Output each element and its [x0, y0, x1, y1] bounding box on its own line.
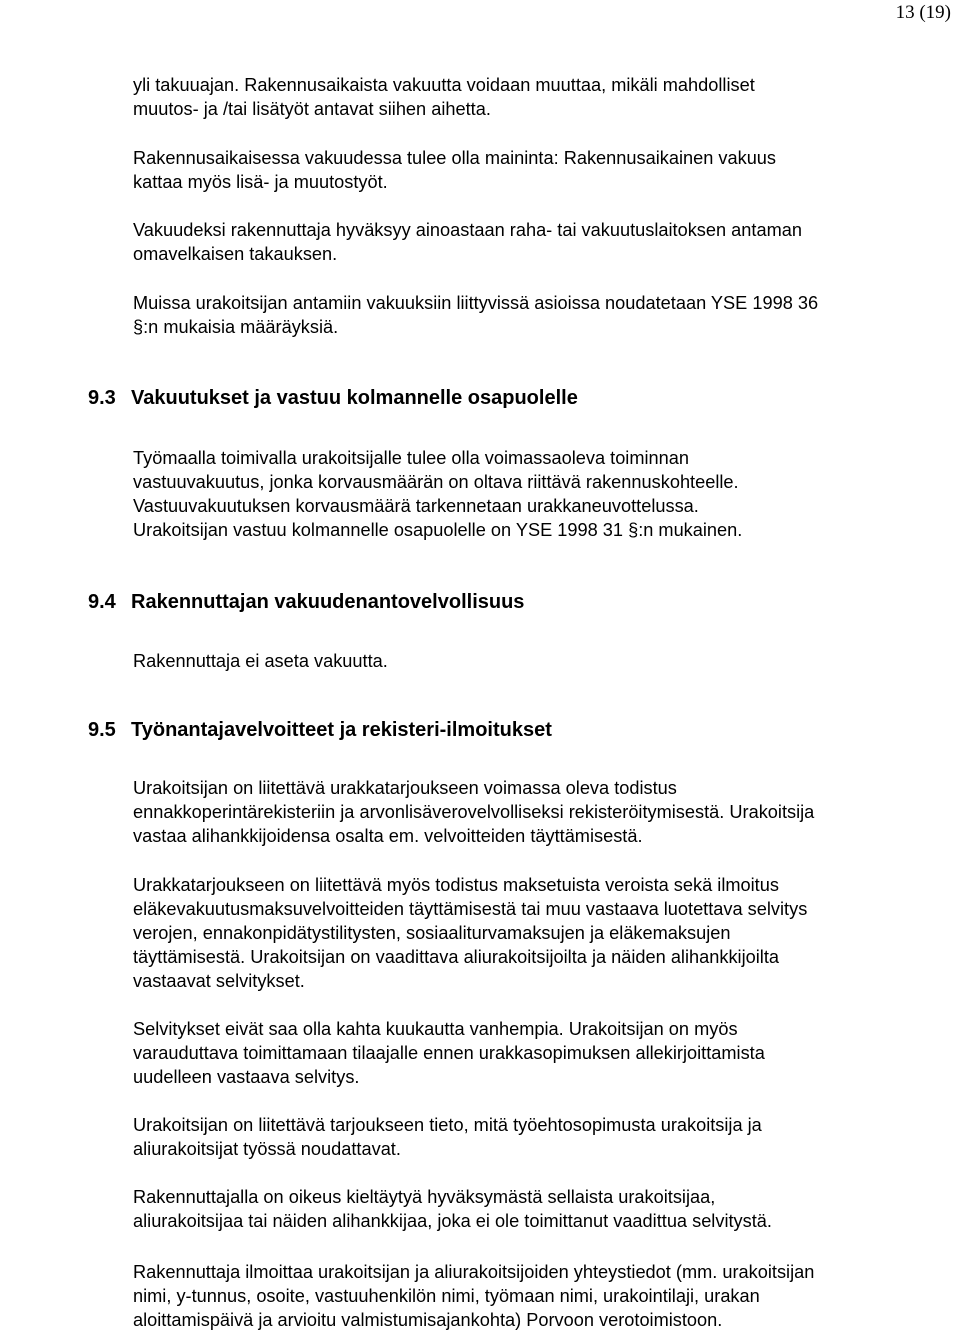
section-9-5-paragraph-5: Rakennuttajalla on oikeus kieltäytyä hyväksymästä sellaista urakoitsijaa, aliurakoitsijaa tai näiden alihankkijaa, joka ei ole toimittanut vaadittua selvitystä.	[133, 1187, 772, 1231]
section-9-5-paragraph-4: Urakoitsijan on liitettävä tarjoukseen tieto, mitä työehtosopimusta urakoitsija ja aliurakoitsijat työssä noudattavat.	[133, 1115, 762, 1159]
intro-paragraph-1: yli takuuajan. Rakennusaikaista vakuutta voidaan muuttaa, mikäli mahdolliset muutos- ja /tai lisätyöt antavat siihen aihetta.	[133, 75, 755, 119]
section-9-4-paragraph-1: Rakennuttaja ei aseta vakuutta.	[133, 651, 388, 671]
section-9-5-number: 9.5	[88, 719, 116, 741]
section-9-5-paragraph-6: Rakennuttaja ilmoittaa urakoitsijan ja aliurakoitsijoiden yhteystiedot (mm. urakoitsijan nimi, y-tunnus, osoite, vastuuhenkilön nimi, työmaan nimi, urakointilaji, urakan aloittamispäivä ja arvioitu valmistumisajankohta) Porvoon verotoimistoon.	[133, 1262, 815, 1330]
section-9-3-title: Vakuutukset ja vastuu kolmannelle osapuolelle	[131, 387, 578, 409]
section-9-4-title: Rakennuttajan vakuudenantovelvollisuus	[131, 591, 525, 613]
section-9-3-number: 9.3	[88, 387, 116, 409]
page-number: 13 (19)	[895, 2, 951, 23]
section-9-5-paragraph-1: Urakoitsijan on liitettävä urakkatarjoukseen voimassa oleva todistus ennakkoperintärekisteriin ja arvonlisäverovelvolliseksi rekisteröitymisestä. Urakoitsija vastaa alihankkijoidensa osalta em. velvoitteiden täyttämisestä.	[133, 778, 815, 846]
section-9-5-title: Työnantajavelvoitteet ja rekisteri-ilmoitukset	[131, 719, 552, 741]
section-9-4-number: 9.4	[88, 591, 116, 613]
intro-paragraph-4: Muissa urakoitsijan antamiin vakuuksiin liittyvissä asioissa noudatetaan YSE 1998 36 §:n mukaisia määräyksiä.	[133, 293, 819, 337]
intro-paragraph-2: Rakennusaikaisessa vakuudessa tulee olla maininta: Rakennusaikainen vakuus kattaa myös lisä- ja muutostyöt.	[133, 148, 777, 192]
intro-paragraph-3: Vakuudeksi rakennuttaja hyväksyy ainoastaan raha- tai vakuutuslaitoksen antaman omavelkaisen takauksen.	[133, 220, 802, 264]
section-9-5-paragraph-3: Selvitykset eivät saa olla kahta kuukautta vanhempia. Urakoitsijan on myös varauduttava toimittamaan tilaajalle ennen urakkasopimuksen allekirjoittamista uudelleen vastaava selvitys.	[133, 1019, 765, 1087]
section-9-3-paragraph-1: Työmaalla toimivalla urakoitsijalle tulee olla voimassaoleva toiminnan vastuuvakuutus, jonka korvausmäärän on oltava riittävä rakennuskohteelle. Vastuuvakuutuksen korvausmäärä tarkennetaan urakkaneuvottelussa. Urakoitsijan vastuu kolmannelle osapuolelle on YSE 1998 31 §:n mukainen.	[133, 448, 743, 540]
section-9-5-paragraph-2: Urakkatarjoukseen on liitettävä myös todistus maksetuista veroista sekä ilmoitus eläkevakuutusmaksuvelvoitteiden täyttämisestä tai muu vastaava luotettava selvitys verojen, ennakonpidätystilitysten, sosiaaliturvamaksujen ja eläkemaksujen täyttämisestä. Urakoitsijan on vaadittava aliurakoitsijoilta ja näiden alihankkijoilta vastaavat selvitykset.	[133, 875, 808, 991]
